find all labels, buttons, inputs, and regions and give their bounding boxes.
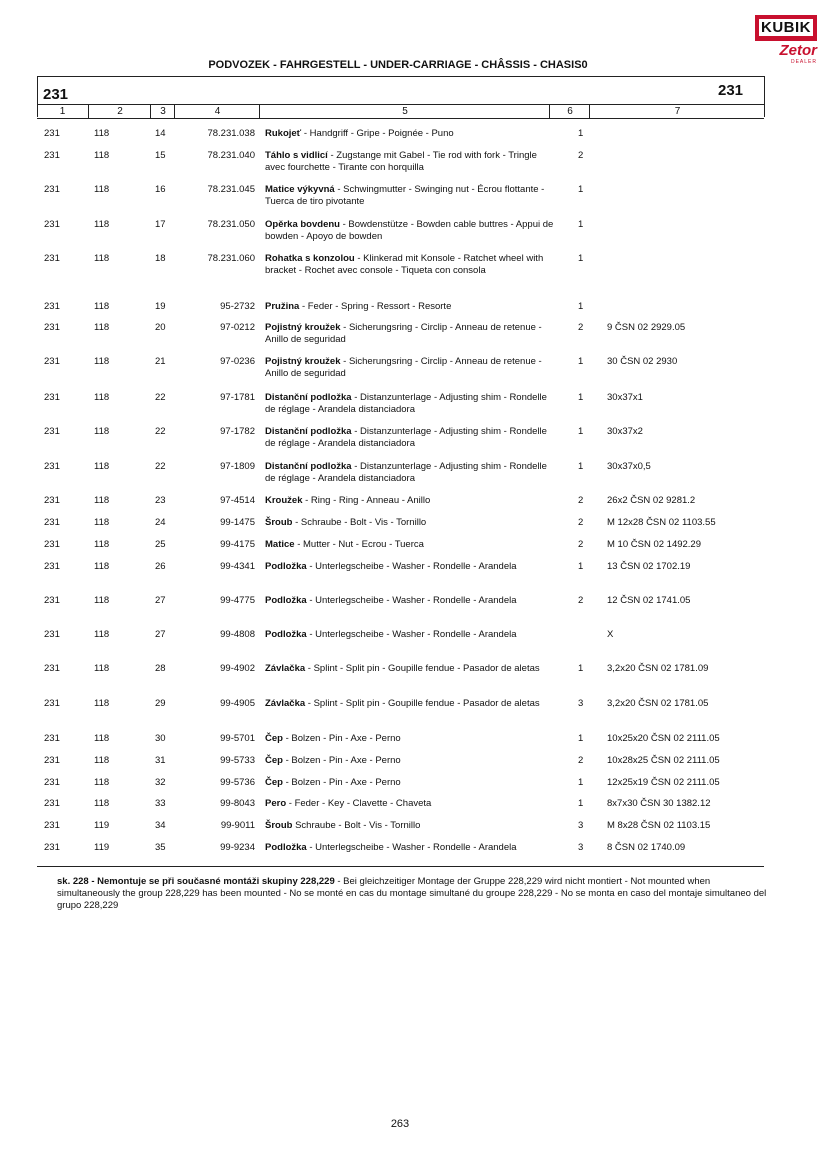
cell-description [265, 733, 555, 745]
part-name: Pero [265, 798, 287, 809]
cell-part-number: 99-5733 [220, 755, 255, 766]
part-translations: - Unterlegscheibe - Washer - Rondelle - Arandela [306, 629, 517, 640]
cell-note: 3,2x20 ČSN 02 1781.05 [607, 698, 709, 709]
cell-position: 18 [155, 253, 166, 264]
cell-quantity: 2 [578, 495, 584, 506]
cell-quantity: 1 [578, 426, 584, 437]
cell-description [265, 426, 555, 450]
cell-position: 35 [155, 842, 166, 853]
cell-part-number: 78.231.060 [207, 253, 255, 264]
cell-group: 231 [44, 539, 60, 550]
cell-part-number: 78.231.038 [207, 128, 255, 139]
cell-part-number: 97-1781 [220, 392, 255, 403]
part-name: Podložka [265, 629, 307, 640]
cell-part-number: 99-4902 [220, 663, 255, 674]
cell-group: 231 [44, 755, 60, 766]
cell-description [265, 820, 555, 832]
cell-position: 20 [155, 322, 166, 333]
cell-group: 231 [44, 517, 60, 528]
cell-group: 231 [44, 798, 60, 809]
cell-group: 231 [44, 219, 60, 230]
cell-part-number: 97-0212 [220, 322, 255, 333]
group-number-right: 231 [718, 82, 744, 99]
part-name: Pružina [265, 301, 300, 312]
cell-note: 26x2 ČSN 02 9281.2 [607, 495, 696, 506]
cell-description [265, 184, 555, 208]
part-name: Distanční podložka [265, 392, 352, 403]
cell-description [265, 301, 555, 313]
table-bottom-rule [37, 866, 764, 867]
cell-position: 15 [155, 150, 166, 161]
cell-figure: 118 [94, 219, 110, 230]
logo-dealer: DEALER [790, 59, 817, 65]
cell-quantity: 1 [578, 301, 584, 312]
part-translations: - Feder - Spring - Ressort - Resorte [299, 301, 452, 312]
cell-description [265, 663, 555, 675]
cell-note: 12 ČSN 02 1741.05 [607, 595, 691, 606]
cell-group: 231 [44, 426, 60, 437]
cell-figure: 118 [94, 629, 110, 640]
cell-position: 26 [155, 561, 166, 572]
cell-note: 3,2x20 ČSN 02 1781.09 [607, 663, 709, 674]
part-translations: - Distanzunterlage - Adjusting shim - Rondelle de réglage - Arandela distanciadora [265, 461, 547, 484]
cell-note: 30x37x0,5 [607, 461, 651, 472]
part-translations: - Schwingmutter - Swinging nut - Écrou flottante - Tuerca de tiro pivotante [265, 184, 545, 207]
cell-description [265, 539, 555, 551]
cell-part-number: 99-5736 [220, 777, 255, 788]
cell-part-number: 99-1475 [220, 517, 255, 528]
part-translations: - Feder - Key - Clavette - Chaveta [286, 798, 432, 809]
part-translations: - Unterlegscheibe - Washer - Rondelle - Arandela [306, 561, 517, 572]
cell-description [265, 356, 555, 380]
cell-figure: 118 [94, 322, 110, 333]
cell-part-number: 99-8043 [220, 798, 255, 809]
part-translations: Schraube - Bolt - Vis - Tornillo [292, 820, 421, 831]
cell-quantity: 3 [578, 698, 584, 709]
cell-note: X [607, 629, 614, 640]
part-name: Táhlo s vidlicí [265, 150, 328, 161]
part-name: Pojistný kroužek [265, 356, 341, 367]
part-name: Čep [265, 777, 283, 788]
cell-figure: 118 [94, 777, 110, 788]
cell-quantity: 1 [578, 777, 584, 788]
cell-part-number: 99-4341 [220, 561, 255, 572]
cell-note: 30x37x1 [607, 392, 643, 403]
cell-figure: 118 [94, 755, 110, 766]
cell-quantity: 3 [578, 820, 584, 831]
cell-group: 231 [44, 184, 60, 195]
cell-figure: 119 [94, 820, 110, 831]
part-translations: - Mutter - Nut - Ecrou - Tuerca [294, 539, 424, 550]
cell-group: 231 [44, 392, 60, 403]
cell-group: 231 [44, 698, 60, 709]
cell-position: 31 [155, 755, 166, 766]
part-name: Rukojeť [265, 128, 302, 139]
cell-quantity: 1 [578, 219, 584, 230]
cell-description [265, 798, 555, 810]
cell-figure: 118 [94, 517, 110, 528]
cell-position: 27 [155, 595, 166, 606]
footnote [57, 876, 767, 912]
cell-note: 30x37x2 [607, 426, 643, 437]
part-translations: - Unterlegscheibe - Washer - Rondelle - Arandela [306, 595, 517, 606]
cell-figure: 118 [94, 698, 110, 709]
cell-quantity: 1 [578, 798, 584, 809]
cell-quantity: 1 [578, 561, 584, 572]
cell-description [265, 629, 555, 641]
part-translations: - Sicherungsring - Circlip - Anneau de retenue - Anillo de seguridad [265, 322, 542, 345]
cell-note: M 10 ČSN 02 1492.29 [607, 539, 702, 550]
cell-figure: 118 [94, 301, 110, 312]
part-translations: - Distanzunterlage - Adjusting shim - Rondelle de réglage - Arandela distanciadora [265, 392, 547, 415]
cell-quantity: 1 [578, 733, 584, 744]
cell-quantity: 2 [578, 150, 584, 161]
cell-position: 28 [155, 663, 166, 674]
cell-description [265, 755, 555, 767]
cell-description [265, 392, 555, 416]
cell-note: 8x7x30 ČSN 30 1382.12 [607, 798, 711, 809]
logo-zetor: Zetor [779, 42, 817, 59]
cell-position: 25 [155, 539, 166, 550]
cell-figure: 118 [94, 495, 110, 506]
cell-description [265, 461, 555, 485]
cell-figure: 118 [94, 561, 110, 572]
cell-figure: 118 [94, 356, 110, 367]
cell-group: 231 [44, 150, 60, 161]
cell-part-number: 99-4808 [220, 629, 255, 640]
cell-description [265, 777, 555, 789]
cell-part-number: 99-4905 [220, 698, 255, 709]
cell-group: 231 [44, 663, 60, 674]
cell-part-number: 99-9011 [220, 820, 255, 831]
cell-figure: 119 [94, 842, 110, 853]
logo-kubik: KUBIK [755, 15, 817, 41]
column-header: 5 [259, 105, 550, 118]
cell-part-number: 95-2732 [220, 301, 255, 312]
cell-part-number: 99-4775 [220, 595, 255, 606]
cell-quantity: 1 [578, 461, 584, 472]
cell-part-number: 78.231.040 [207, 150, 255, 161]
part-translations: - Bolzen - Pin - Axe - Perno [282, 733, 401, 744]
cell-quantity: 1 [578, 356, 584, 367]
part-name: Rohatka s konzolou [265, 253, 355, 264]
cell-position: 27 [155, 629, 166, 640]
cell-group: 231 [44, 629, 60, 640]
cell-note: 30 ČSN 02 2930 [607, 356, 678, 367]
column-header: 1 [59, 106, 66, 117]
column-header: 3 [150, 105, 175, 118]
column-header: 7 [589, 105, 765, 118]
cell-description [265, 517, 555, 529]
cell-part-number: 97-1809 [220, 461, 255, 472]
cell-part-number: 99-4175 [220, 539, 255, 550]
cell-part-number: 78.231.045 [207, 184, 255, 195]
part-translations: - Ring - Ring - Anneau - Anillo [302, 495, 431, 506]
cell-group: 231 [44, 561, 60, 572]
cell-position: 23 [155, 495, 166, 506]
cell-quantity: 1 [578, 184, 584, 195]
part-translations: - Sicherungsring - Circlip - Anneau de retenue - Anillo de seguridad [265, 356, 542, 379]
cell-quantity: 3 [578, 842, 584, 853]
cell-quantity: 2 [578, 539, 584, 550]
cell-description [265, 219, 555, 243]
cell-position: 16 [155, 184, 166, 195]
cell-position: 22 [155, 392, 166, 403]
cell-note: 9 ČSN 02 2929.05 [607, 322, 686, 333]
cell-note: 10x28x25 ČSN 02 2111.05 [607, 755, 720, 766]
cell-description [265, 595, 555, 607]
cell-figure: 118 [94, 798, 110, 809]
cell-group: 231 [44, 356, 60, 367]
column-headers [37, 104, 764, 119]
cell-position: 22 [155, 461, 166, 472]
cell-description [265, 322, 555, 346]
cell-group: 231 [44, 461, 60, 472]
part-name: Pojistný kroužek [265, 322, 341, 333]
part-translations: - Splint - Split pin - Goupille fendue - Pasador de aletas [305, 663, 540, 674]
cell-figure: 118 [94, 733, 110, 744]
cell-note: 13 ČSN 02 1702.19 [607, 561, 691, 572]
cell-part-number: 97-4514 [220, 495, 255, 506]
cell-part-number: 78.231.050 [207, 219, 255, 230]
cell-figure: 118 [94, 539, 110, 550]
cell-note: M 12x28 ČSN 02 1103.55 [607, 517, 716, 528]
cell-position: 32 [155, 777, 166, 788]
cell-quantity: 1 [578, 253, 584, 264]
cell-figure: 118 [94, 184, 110, 195]
cell-quantity: 2 [578, 595, 584, 606]
cell-position: 30 [155, 733, 166, 744]
part-translations: - Klinkerad mit Konsole - Ratchet wheel with bracket - Rochet avec console - Tiqueta con consola [265, 253, 544, 276]
cell-position: 17 [155, 219, 166, 230]
footnote-text: - Bei gleichzeitiger Montage der Gruppe 228,229 wird nicht montiert - Not mounted when simultaneously the group 228,229 has been mounted - No se monté en cas du montage simultané du groupe 228,229 - No se monta en caso del montaje simultaneo del grupo 228,229 [57, 876, 767, 911]
part-translations: - Bolzen - Pin - Axe - Perno [282, 777, 401, 788]
cell-description [265, 495, 555, 507]
cell-note: M 8x28 ČSN 02 1103.15 [607, 820, 711, 831]
cell-group: 231 [44, 842, 60, 853]
cell-description [265, 150, 555, 174]
part-name: Distanční podložka [265, 426, 352, 437]
cell-group: 231 [44, 253, 60, 264]
part-name: Čep [265, 755, 283, 766]
cell-figure: 118 [94, 663, 110, 674]
part-name: Matice výkyvná [265, 184, 335, 195]
part-name: Matice [265, 539, 295, 550]
cell-note: 12x25x19 ČSN 02 2111.05 [607, 777, 720, 788]
part-name: Šroub [265, 517, 293, 528]
part-translations: - Bolzen - Pin - Axe - Perno [282, 755, 401, 766]
cell-group: 231 [44, 733, 60, 744]
cell-quantity: 2 [578, 322, 584, 333]
cell-description [265, 128, 555, 140]
part-name: Závlačka [265, 663, 306, 674]
cell-description [265, 253, 555, 277]
cell-group: 231 [44, 495, 60, 506]
column-header: 4 [174, 105, 260, 118]
cell-part-number: 99-5701 [220, 733, 255, 744]
part-name: Podložka [265, 561, 307, 572]
cell-group: 231 [44, 595, 60, 606]
cell-quantity: 1 [578, 663, 584, 674]
part-name: Šroub [265, 820, 293, 831]
column-header: 2 [88, 105, 151, 118]
part-translations: - Schraube - Bolt - Vis - Tornillo [292, 517, 427, 528]
cell-part-number: 97-0236 [220, 356, 255, 367]
group-number-left: 231 [43, 86, 69, 103]
cell-figure: 118 [94, 150, 110, 161]
cell-quantity: 2 [578, 755, 584, 766]
part-name: Podložka [265, 842, 307, 853]
cell-part-number: 99-9234 [220, 842, 255, 853]
cell-description [265, 698, 555, 710]
cell-position: 33 [155, 798, 166, 809]
part-name: Čep [265, 733, 283, 744]
cell-group: 231 [44, 820, 60, 831]
part-name: Závlačka [265, 698, 306, 709]
cell-position: 34 [155, 820, 166, 831]
part-name: Opěrka bovdenu [265, 219, 340, 230]
cell-figure: 118 [94, 392, 110, 403]
cell-group: 231 [44, 777, 60, 788]
cell-figure: 118 [94, 461, 110, 472]
cell-quantity: 1 [578, 392, 584, 403]
cell-position: 22 [155, 426, 166, 437]
cell-position: 14 [155, 128, 166, 139]
cell-figure: 118 [94, 595, 110, 606]
part-translations: - Bowdenstütze - Bowden cable buttres - Appui de bowden - Apoyo de bowden [265, 219, 554, 242]
cell-description [265, 842, 555, 854]
cell-note: 8 ČSN 02 1740.09 [607, 842, 686, 853]
part-translations: - Distanzunterlage - Adjusting shim - Rondelle de réglage - Arandela distanciadora [265, 426, 547, 449]
cell-position: 24 [155, 517, 166, 528]
cell-description [265, 561, 555, 573]
part-name: Distanční podložka [265, 461, 352, 472]
part-translations: - Unterlegscheibe - Washer - Rondelle - Arandela [306, 842, 517, 853]
part-name: Podložka [265, 595, 307, 606]
cell-quantity: 2 [578, 517, 584, 528]
kubik-zetor-logo [755, 15, 817, 65]
cell-part-number: 97-1782 [220, 426, 255, 437]
part-translations: - Zugstange mit Gabel - Tie rod with fork - Tringle avec fourchette - Tirante con horquilla [265, 150, 537, 173]
page-title: PODVOZEK - FAHRGESTELL - UNDER-CARRIAGE - CHÂSSIS - CHASIS0 [208, 59, 588, 71]
part-translations: - Splint - Split pin - Goupille fendue - Pasador de aletas [305, 698, 540, 709]
cell-figure: 118 [94, 253, 110, 264]
column-header: 6 [549, 105, 590, 118]
cell-group: 231 [44, 128, 60, 139]
cell-group: 231 [44, 301, 60, 312]
cell-position: 29 [155, 698, 166, 709]
part-name: Kroužek [265, 495, 303, 506]
part-translations: - Handgriff - Gripe - Poignée - Puno [301, 128, 454, 139]
cell-note: 10x25x20 ČSN 02 2111.05 [607, 733, 720, 744]
cell-position: 21 [155, 356, 166, 367]
cell-quantity: 1 [578, 128, 584, 139]
page-number: 263 [390, 1118, 410, 1130]
cell-position: 19 [155, 301, 166, 312]
footnote-bold: sk. 228 - Nemontuje se při současné montáži skupiny 228,229 [57, 876, 335, 887]
cell-figure: 118 [94, 426, 110, 437]
cell-group: 231 [44, 322, 60, 333]
cell-figure: 118 [94, 128, 110, 139]
